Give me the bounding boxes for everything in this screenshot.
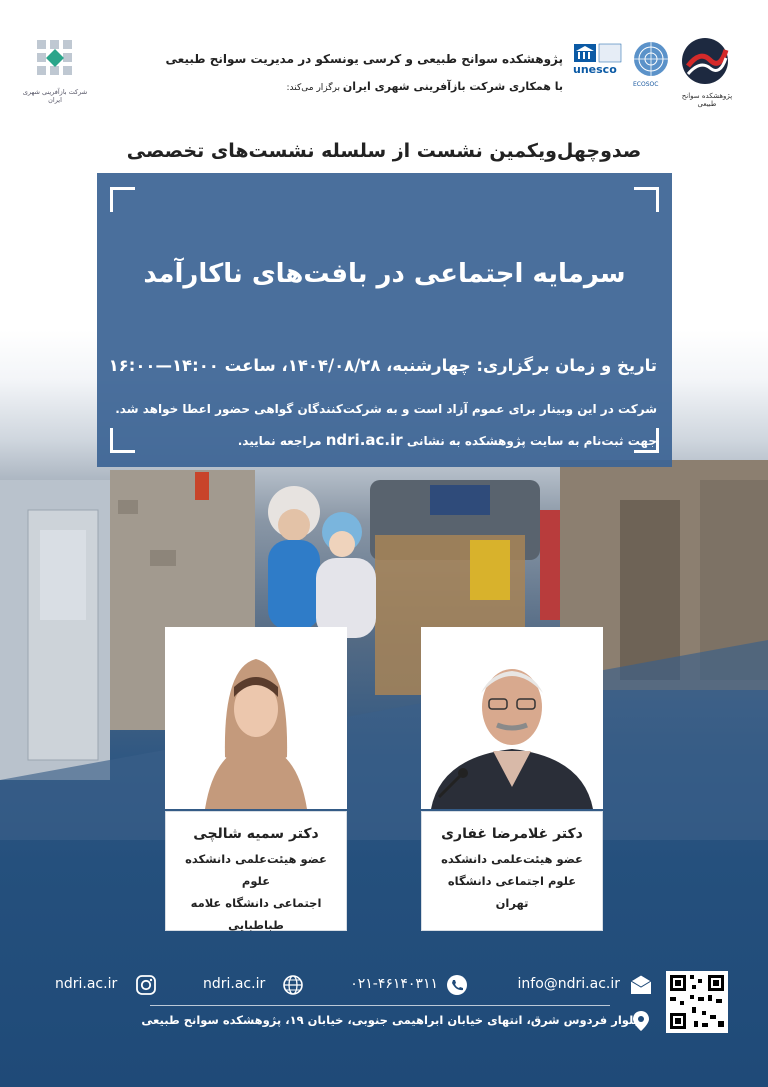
registration-site-link[interactable]: ndri.ac.ir [325,431,403,449]
organizer-line: پژوهشکده سوانح طبیعی و کرسی یونسکو در مدیریت سوانح طبیعی [165,52,563,66]
urban-regeneration-logo-icon [35,38,75,78]
event-datetime: تاریخ و زمان برگزاری: چهارشنبه، ۱۴۰۴/۰۸/۲۸، ساعت ۱۴:۰۰—۱۶:۰۰ [108,356,657,375]
phone-icon [446,974,468,996]
registration-prefix: جهت ثبت‌نام به سایت پژوهشکده به نشانی [406,434,657,448]
address-text: بلوار فردوس شرق، انتهای خیابان ابراهیمی جنوبی، خیابان ۱۹، پژوهشکده سوانح طبیعی [141,1013,638,1027]
unesco-text: unesco [573,63,617,76]
free-attendance-note: شرکت در این وبینار برای عموم آزاد است و به شرکت‌کنندگان گواهی حضور اعطا خواهد شد. [115,402,657,416]
speaker-name: دکتر سمیه شالچی [193,826,319,842]
speaker-photo-right [165,627,347,809]
ndri-logo-icon [680,36,730,86]
email-link[interactable]: info@ndri.ac.ir [517,976,620,992]
phone-number[interactable]: ۰۲۱-۴۶۱۴۰۳۱۱ [350,976,438,992]
contact-row [0,972,768,1002]
ecosoc-text: ECOSOC [633,81,659,88]
organizes-text: برگزار می‌کند: [286,83,343,93]
registration-note [238,431,657,449]
corner-bracket [634,187,659,212]
speaker-portrait [421,627,603,809]
footer-divider [150,1005,610,1006]
speaker-photo-left [421,627,603,809]
speaker-portrait [165,627,347,809]
event-title: سرمایه اجتماعی در بافت‌های ناکارآمد [143,259,626,289]
instagram-handle[interactable]: ndri.ac.ir [55,976,118,992]
globe-icon [282,974,304,996]
left-logo-caption: شرکت بازآفرینی شهری ایران [22,88,88,104]
right-logo-caption: پژوهشکده سوانح طبیعی [681,92,733,108]
speaker-name: دکتر غلامرضا غفاری [441,826,583,842]
website-link[interactable]: ndri.ac.ir [203,976,266,992]
instagram-icon [135,974,157,996]
speaker-card-left [421,811,603,931]
speaker-affiliation: عضو هیئت‌علمی دانشکده علوم اجتماعی دانشگاه تهران [441,852,583,910]
collaboration-line [287,80,564,93]
partner-name: با همکاری شرکت بازآفرینی شهری ایران [342,80,563,93]
speaker-card-right [165,811,347,931]
background-alley-photo [0,440,768,840]
un-ecosoc-logo-icon [630,40,672,82]
series-title: صدوچهل‌ویکمین نشست از سلسله نشست‌های تخصصی [126,140,642,162]
speaker-affiliation: عضو هیئت‌علمی دانشکده علوم اجتماعی دانشگاه علامه طباطبایی [185,852,327,932]
corner-bracket [110,428,135,453]
registration-suffix: مراجعه نمایید. [237,434,322,448]
title-panel [97,173,672,467]
qr-code-icon[interactable] [666,971,728,1033]
envelope-icon [630,975,652,995]
unesco-logo-icon [572,42,624,82]
corner-bracket [110,187,135,212]
